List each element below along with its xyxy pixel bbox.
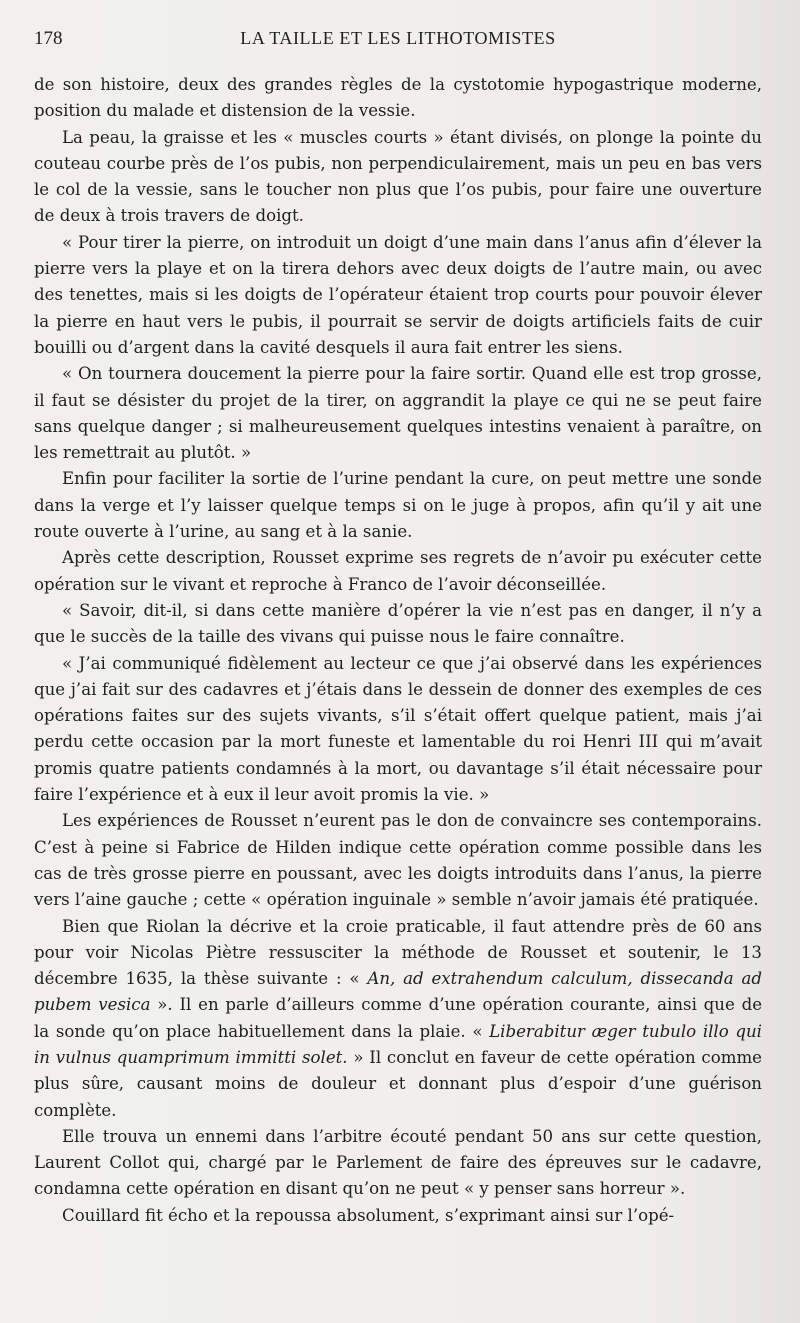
text-run: » Il conclut en faveur de cette opération comme plus sûre, causant moins de douleur et donnant plus d’espoir d’une guérison complète. [34, 1047, 762, 1120]
paragraph [34, 72, 762, 125]
text-run: Couillard fit écho et la repoussa absolument, s’exprimant ainsi sur l’opé- [62, 1205, 675, 1225]
paragraph [34, 1124, 762, 1203]
paragraph [34, 1203, 762, 1229]
paragraph [34, 125, 762, 230]
latin-quote: An, ad extrahendum calculum, dissecanda ad pubem vesica [34, 969, 762, 1015]
paragraph [34, 598, 762, 651]
page-number: 178 [34, 28, 63, 49]
paragraph [34, 914, 762, 1124]
text-run: de son histoire, deux des grandes règles de la cystotomie hypogastrique moderne, position du malade et distension de la vessie. [34, 75, 762, 121]
body-text [34, 72, 762, 1229]
paragraph [34, 230, 762, 361]
text-run: « Savoir, dit-il, si dans cette manière d’opérer la vie n’est pas en danger, il n’y a que le succès de la taille des vivans qui puisse nous le faire connaître. [34, 600, 762, 647]
text-run: « J’ai communiqué fidèlement au lecteur ce que j’ai observé dans les expériences que j’ai fait sur des cadavres et j’étais dans le dessein de donner des exemples de ces opérations faites sur des sujets vivants, s’il s’était offert quelque patient, mais j’ai perdu cette occasion par la mort funeste et lamentable du roi Henri III qui m’avait promis quatre patients condamnés à la mort, ou davantage s’il était nécessaire pour faire l’expérience et à eux il leur avoit promis la vie. » [34, 653, 762, 805]
text-run: Enfin pour faciliter la sortie de l’urine pendant la cure, on peut mettre une sonde dans la verge et l’y laisser quelque temps si on le juge à propos, afin qu’il y ait une route ouverte à l’urine, au sang et à la sanie. [34, 469, 762, 542]
text-run: Elle trouva un ennemi dans l’arbitre écouté pendant 50 ans sur cette question, Laurent Collot qui, chargé par le Parlement de faire des épreuves sur le cadavre, condamna cette opération en disant qu’on ne peut « y penser sans horreur ». [34, 1126, 762, 1199]
text-run: ». Il en parle d’ailleurs comme d’une opération courante, ainsi que de la sonde qu’on place habituellement dans la plaie. « [34, 995, 763, 1041]
paragraph [34, 651, 762, 809]
paragraph [34, 466, 762, 545]
text-run: Les expériences de Rousset n’eurent pas le don de convaincre ses contemporains. C’est à peine si Fabrice de Hilden indique cette opération comme possible dans les cas de très grosse pierre en poussant, avec les doigts introduits dans l’anus, la pierre vers l’aine gauche ; cette « opération inguinale » semble n’avoir jamais été pratiquée. [34, 811, 762, 910]
paragraph [34, 545, 762, 598]
text-run: « On tournera doucement la pierre pour la faire sortir. Quand elle est trop grosse, il faut se désister du projet de la tirer, on aggrandit la playe ce qui ne se peut faire sans quelque danger ; si malheureusement quelques intestins venaient à paraître, on les remettrait au plutôt. » [34, 364, 762, 463]
page-header [34, 28, 762, 52]
paragraph [34, 808, 762, 913]
running-title: LA TAILLE ET LES LITHOTOMISTES [240, 28, 556, 48]
text-run: Après cette description, Rousset exprime ses regrets de n’avoir pu exécuter cette opération sur le vivant et reproche à Franco de l’avoir déconseillée. [34, 548, 762, 594]
paragraph [34, 361, 762, 466]
latin-quote: Liberabitur æger tubulo illo qui in vulnus quamprimum immitti solet. [34, 1021, 762, 1067]
text-run: Bien que Riolan la décrive et la croie praticable, il faut attendre près de 60 ans pour voir Nicolas Piètre ressusciter la méthode de Rousset et soutenir, le 13 décembre 1635, la thèse suivante : « [34, 916, 762, 989]
text-run: La peau, la graisse et les « muscles courts » étant divisés, on plonge la pointe du couteau courbe près de l’os pubis, non perpendiculairement, mais un peu en bas vers le col de la vessie, sans le toucher non plus que l’os pubis, pour faire une ouverture de deux à trois travers de doigt. [34, 127, 762, 226]
text-run: « Pour tirer la pierre, on introduit un doigt d’une main dans l’anus afin d’élever la pierre vers la playe et on la tirera dehors avec deux doigts de l’autre main, ou avec des tenettes, mais si les doigts de l’opérateur étaient trop courts pour pouvoir élever la pierre en haut vers le pubis, il pourrait se servir de doigts artificiels faits de cuir bouilli ou d’argent dans la cavité desquels il aura fait entrer les siens. [34, 232, 762, 357]
